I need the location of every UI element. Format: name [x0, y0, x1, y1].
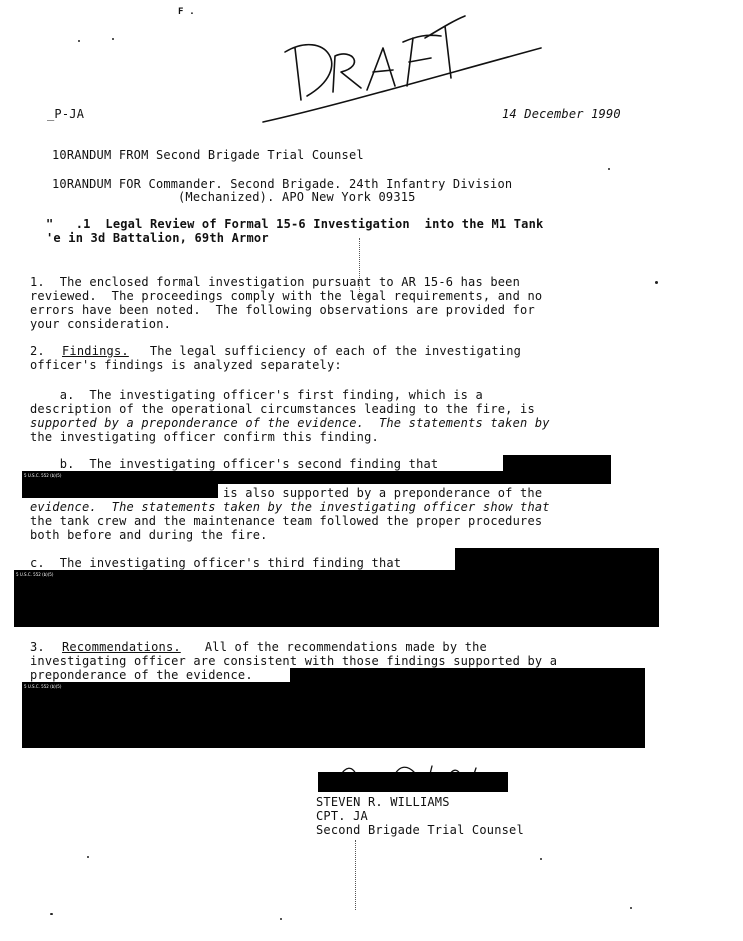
redaction-stamp: 5 U.S.C. 552 (b)(5) [24, 684, 62, 689]
speck [87, 856, 89, 858]
fold-mark [355, 840, 356, 910]
speck [50, 913, 53, 915]
speck [280, 918, 282, 920]
pb-rest-line: both before and during the fire. [30, 528, 268, 542]
redaction-stamp: 5 U.S.C. 552 (b)(5) [24, 473, 62, 478]
speck [540, 858, 542, 860]
p1-line: your consideration. [30, 317, 172, 331]
pb-line-1: b. The investigating officer's second finding that [30, 457, 439, 471]
office-symbol: _P-JA [47, 107, 85, 121]
top-marks: F . [178, 7, 195, 17]
speck [655, 281, 658, 284]
signer-rank: CPT. JA [316, 809, 368, 823]
pa-line: a. The investigating officer's first finding, which is a [30, 388, 483, 402]
p2-heading: Findings. [62, 344, 129, 358]
pb-rest-line: evidence. The statements taken by the investigating officer show that [30, 500, 550, 514]
memo-for-line-1: 10RANDUM FOR Commander. Second Brigade. 24th Infantry Division [52, 177, 513, 191]
pa-line: supported by a preponderance of the evidence. The statements taken by [30, 416, 550, 430]
memo-date: 14 December 1990 [502, 107, 621, 121]
speck [78, 40, 80, 42]
pa-line: the investigating officer confirm this finding. [30, 430, 379, 444]
speck [112, 38, 114, 40]
pc-line-1: c. The investigating officer's third finding that [30, 556, 402, 570]
speck [630, 907, 632, 909]
pa-line: description of the operational circumstances leading to the fire, is [30, 402, 535, 416]
speck [608, 168, 610, 170]
p2-number: 2. [30, 344, 45, 358]
redaction-block [22, 471, 611, 484]
p1-line: errors have been noted. The following observations are provided for [30, 303, 535, 317]
signature-redaction [318, 772, 508, 792]
redaction-block [455, 548, 659, 570]
p2-line-2: officer's findings is analyzed separately: [30, 358, 342, 372]
signer-name: STEVEN R. WILLIAMS [316, 795, 450, 809]
p1-line: 1. The enclosed formal investigation pursuant to AR 15-6 has been [30, 275, 521, 289]
redaction-stamp: 5 U.S.C. 552 (b)(5) [16, 572, 54, 577]
p3-line: preponderance of the evidence. [30, 668, 253, 682]
p3-rest: All of the recommendations made by the [190, 640, 487, 654]
pb-rest-line: the tank crew and the maintenance team followed the proper procedures [30, 514, 543, 528]
pb-line-2: is also supported by a preponderance of the [223, 486, 543, 500]
p2-rest: The legal sufficiency of each of the investigating [135, 344, 522, 358]
redaction-block [14, 570, 659, 627]
p3-heading: Recommendations. [62, 640, 181, 654]
redaction-block [22, 682, 645, 748]
memo-subject-line-1: " .1 Legal Review of Formal 15-6 Investigation into the M1 Tank [46, 217, 544, 231]
redaction-block [22, 484, 218, 498]
memo-for-line-2: (Mechanized). APO New York 09315 [178, 190, 416, 204]
signer-title: Second Brigade Trial Counsel [316, 823, 524, 837]
redaction-block [290, 668, 645, 682]
p1-line: reviewed. The proceedings comply with the legal requirements, and no [30, 289, 543, 303]
p3-number: 3. [30, 640, 45, 654]
memo-from: 10RANDUM FROM Second Brigade Trial Counsel [52, 148, 364, 162]
memo-subject-line-2: 'e in 3d Battalion, 69th Armor [46, 231, 269, 245]
p3-line: investigating officer are consistent with those findings supported by a [30, 654, 558, 668]
